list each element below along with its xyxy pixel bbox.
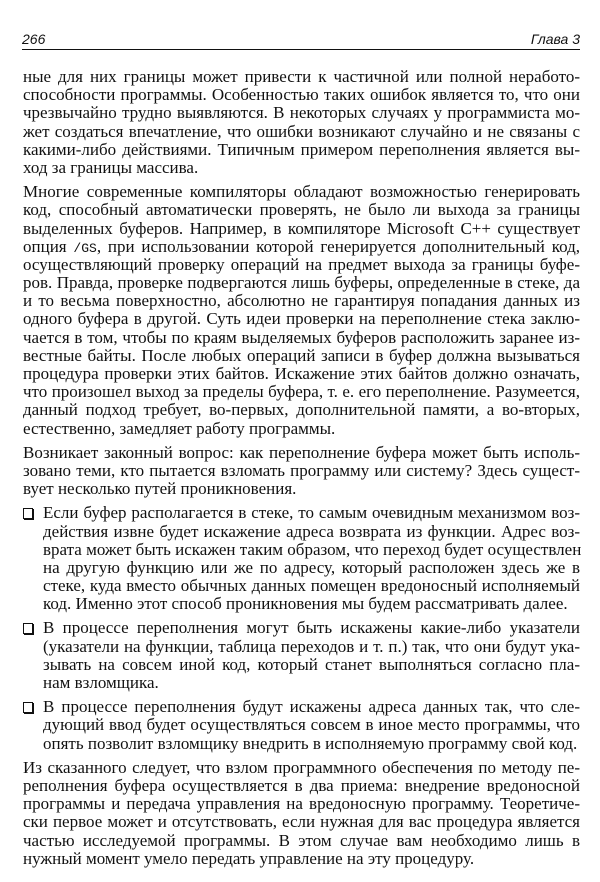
bullet-item [23,504,580,613]
text-line: нужный момент умело передать управление на эту процедуру. [23,848,475,868]
text-line: ски первое может и отсутствовать, если нужная для вас процедура является [23,812,580,832]
text-line: код. Именно этот способ проникновения мы будем рассматривать далее. [43,594,568,614]
text-line: на другую функцию или же по адресу, который расположен здесь же в [43,557,580,577]
text-line: естественно, замедляет работу программы. [23,418,336,438]
text-line: Если буфер располагается в стеке, то самым очевидным механизмом воз- [43,503,580,523]
paragraph [23,183,580,438]
page-number: 266 [22,31,46,47]
text-line: вует несколько путей проникновения. [23,479,297,499]
text-line: ход за границы массива. [23,157,199,177]
text-line: программы и передача управления на вредоносную программу. Теоретиче- [23,794,580,814]
text-line: выделенных буферов. Например, в компиляторе Microsoft C++ существует [23,218,580,238]
header-rule [22,49,580,50]
text-line: Многие современные компиляторы обладают возможностью генерировать [23,182,580,202]
text-line: опять позволит взломщику внедрить в исполняемую программу свой код. [43,733,578,753]
text-line: способности программы. Особенностью таких ошибок является то, что они [23,85,580,105]
checkbox-bullet-icon [23,508,33,519]
bullet-item [23,619,580,692]
text-line: процедура проверки этих байтов. Искажение этих байтов должно означать, [23,364,580,383]
chapter-title: Глава 3 [530,31,580,47]
text-line: дующий ввод будет осуществляться совсем в иное место программы, что [43,715,580,735]
text-line: ров. Правда, проверке подвергаются лишь буферы, определенные в стеке, да [23,273,580,293]
text-line: Из сказанного следует, что взлом программного обеспечения по методу пе- [23,757,580,777]
text-line: (указатели на функции, таблица переходов и т. п.) так, что они будут ука- [43,636,580,656]
paragraph [23,444,580,499]
text-line: жет создаться впечатление, что ошибки возникают случайно и не связаны с [23,121,580,141]
text-line: Возникает законный вопрос: как переполнение буфера может быть исполь- [23,442,580,462]
running-header [22,31,580,49]
text-line: ные для них границы может привести к частичной или полной неработо- [23,67,580,86]
paragraph [23,68,580,177]
text-line: одного буфера в другой. Суть идеи проверки на переполнение стека заклю- [23,309,580,329]
code-option: /GS [73,240,97,256]
page-body [23,68,580,874]
text-line: вестные байты. После любых операций записи в буфер должна вызываться [23,345,580,365]
text-line: данный подход требует, во-первых, дополнительной памяти, а во-вторых, [23,400,580,420]
text-line: стеке, куда вместо обычных данных помещен вредоносный исполняемый [43,576,580,596]
text-line: и то весьма поверхностно, абсолютно не гарантируя попадания данных из [23,291,580,311]
text-line: какими-либо действиями. Типичным примером переполнения является вы- [23,139,580,159]
text-line: действия извне будет искажение адреса возврата из функции. Адрес воз- [43,521,580,541]
text-line: опция /GS, при использовании которой генерируется дополнительный код, [23,236,580,256]
text-line: частью исследуемой программы. В этом случае вам необходимо лишь в [23,830,580,850]
text-line: код, способный автоматически проверять, не было ли выхода за границы [23,200,580,220]
text-line: осуществляющий проверку операций на предмет выхода за границы буфе- [23,254,580,274]
text-line: реполнения буфера осуществляется в два приема: внедрение вредоносной [23,775,580,795]
text-line: зывать на совсем иной код, который станет выполняться согласно пла- [43,654,580,674]
text-line: врата может быть искажен таким образом, что переход будет осуществлен [43,539,582,559]
text-line: В процессе переполнения могут быть искажены какие-либо указатели [43,618,580,638]
text-line: нам взломщика. [43,673,159,692]
bullet-item [23,698,580,753]
text-line: чрезвычайно трудно выявляются. В некоторых случаях у программиста мо- [23,103,580,123]
text-line: что произошел выход за пределы буфера, т. е. его переполнение. Разумеется, [23,382,580,402]
checkbox-bullet-icon [23,623,33,634]
text-line: чается в том, чтобы по краям выделяемых буферов расположить заранее из- [23,327,580,347]
text-line: зовано теми, кто пытается взломать программу или систему? Здесь сущест- [23,460,580,480]
text-line: В процессе переполнения будут искажены адреса данных так, что сле- [43,697,580,717]
checkbox-bullet-icon [23,702,33,713]
paragraph [23,759,580,868]
